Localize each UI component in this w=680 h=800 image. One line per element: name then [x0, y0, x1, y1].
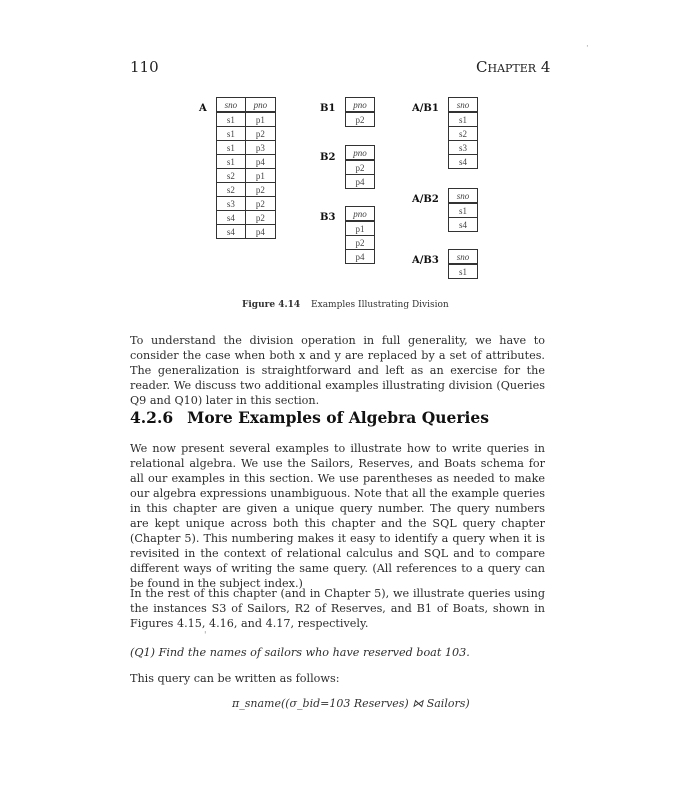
- cell: p2: [346, 160, 375, 175]
- cell: s2: [449, 127, 478, 141]
- cell: s1: [449, 203, 478, 218]
- table-label-b3: B3: [320, 212, 336, 223]
- cell: s4: [217, 211, 246, 225]
- table-label-a: A: [199, 103, 207, 114]
- table-ab2: [448, 188, 478, 232]
- cell: s1: [217, 112, 246, 127]
- cell: p2: [245, 127, 275, 141]
- cell: s1: [449, 112, 478, 127]
- section-heading: [130, 408, 489, 427]
- section-number: 4.2.6: [130, 408, 174, 427]
- table-b3: [345, 206, 375, 264]
- cell: p4: [346, 175, 375, 189]
- cell: p1: [245, 169, 275, 183]
- table-label-b2: B2: [320, 152, 336, 163]
- figure-label: Figure 4.14: [242, 300, 301, 310]
- col-header: pno: [245, 98, 275, 113]
- paragraph-instances: In the rest of this chapter (and in Chapter 5), we illustrate queries using the instances S3 of Sailors, R2 of Reserves, and B1 of Boats, shown in Figures 4.15, 4.16, and 4.17, respectively.: [130, 587, 545, 630]
- cell: p4: [245, 155, 275, 169]
- cell: s1: [449, 264, 478, 279]
- chapter-title: Chapter 4: [476, 58, 551, 76]
- table-label-b1: B1: [320, 103, 336, 114]
- table-label-ab2: A/B2: [412, 194, 439, 205]
- cell: s3: [449, 141, 478, 155]
- col-header: sno: [449, 98, 478, 113]
- cell: p4: [245, 225, 275, 239]
- col-header: sno: [217, 98, 246, 113]
- cell: p3: [245, 141, 275, 155]
- table-a: [216, 97, 276, 239]
- cell: p2: [245, 211, 275, 225]
- figure-caption: [242, 300, 449, 310]
- cell: s2: [217, 183, 246, 197]
- col-header: sno: [449, 250, 478, 265]
- cell: p2: [346, 236, 375, 250]
- cell: s4: [449, 218, 478, 232]
- cell: p2: [245, 183, 275, 197]
- section-title: More Examples of Algebra Queries: [187, 408, 490, 427]
- table-b2: [345, 145, 375, 189]
- cell: s4: [449, 155, 478, 169]
- paragraph-division-generality: To understand the division operation in full generality, we have to consider the case when both x and y are replaced by a set of attributes. The generalization is straightforward and left as an exercise for the reader. We discuss two additional examples illustrating division (Queries Q9 and Q10) later in this section.: [130, 334, 545, 407]
- table-label-ab1: A/B1: [412, 103, 439, 114]
- cell: s1: [217, 141, 246, 155]
- cell: s1: [217, 155, 246, 169]
- cell: p1: [346, 221, 375, 236]
- cell: s4: [217, 225, 246, 239]
- cell: p4: [346, 250, 375, 264]
- paragraph-examples-intro: We now present several examples to illustrate how to write queries in relational algebra. We use the Sailors, Reserves, and Boats schema for all our examples in this section. We use parentheses as needed to make our algebra expressions unambiguous. Note that all the example queries in this chapter are given a unique query number. The query numbers are kept unique across both this chapter and the SQL query chapter (Chapter 5). This numbering makes it easy to identify a query when it is revisited in the context of relational calculus and SQL and to compare different ways of writing the same query. (All references to a query can be found in the subject index.): [130, 442, 545, 590]
- cell: s3: [217, 197, 246, 211]
- cell: p2: [245, 197, 275, 211]
- page-number: 110: [130, 58, 159, 76]
- col-header: sno: [449, 189, 478, 204]
- paragraph-query-written: This query can be written as follows:: [130, 672, 340, 685]
- cell: p1: [245, 112, 275, 127]
- cell: p2: [346, 112, 375, 127]
- query-q1: (Q1) Find the names of sailors who have reserved boat 103.: [130, 646, 470, 659]
- col-header: pno: [346, 207, 375, 222]
- stray-mark: ': [204, 631, 207, 641]
- table-ab3: [448, 249, 478, 279]
- cell: s1: [217, 127, 246, 141]
- table-label-ab3: A/B3: [412, 255, 439, 266]
- figure-caption-text: Examples Illustrating Division: [311, 300, 449, 310]
- col-header: pno: [346, 98, 375, 113]
- formula-q1: π_sname((σ_bid=103 Reserves) ⋈ Sailors): [232, 697, 470, 710]
- col-header: pno: [346, 146, 375, 161]
- table-ab1: [448, 97, 478, 169]
- stray-mark: ·: [586, 42, 589, 52]
- table-b1: [345, 97, 375, 127]
- cell: s2: [217, 169, 246, 183]
